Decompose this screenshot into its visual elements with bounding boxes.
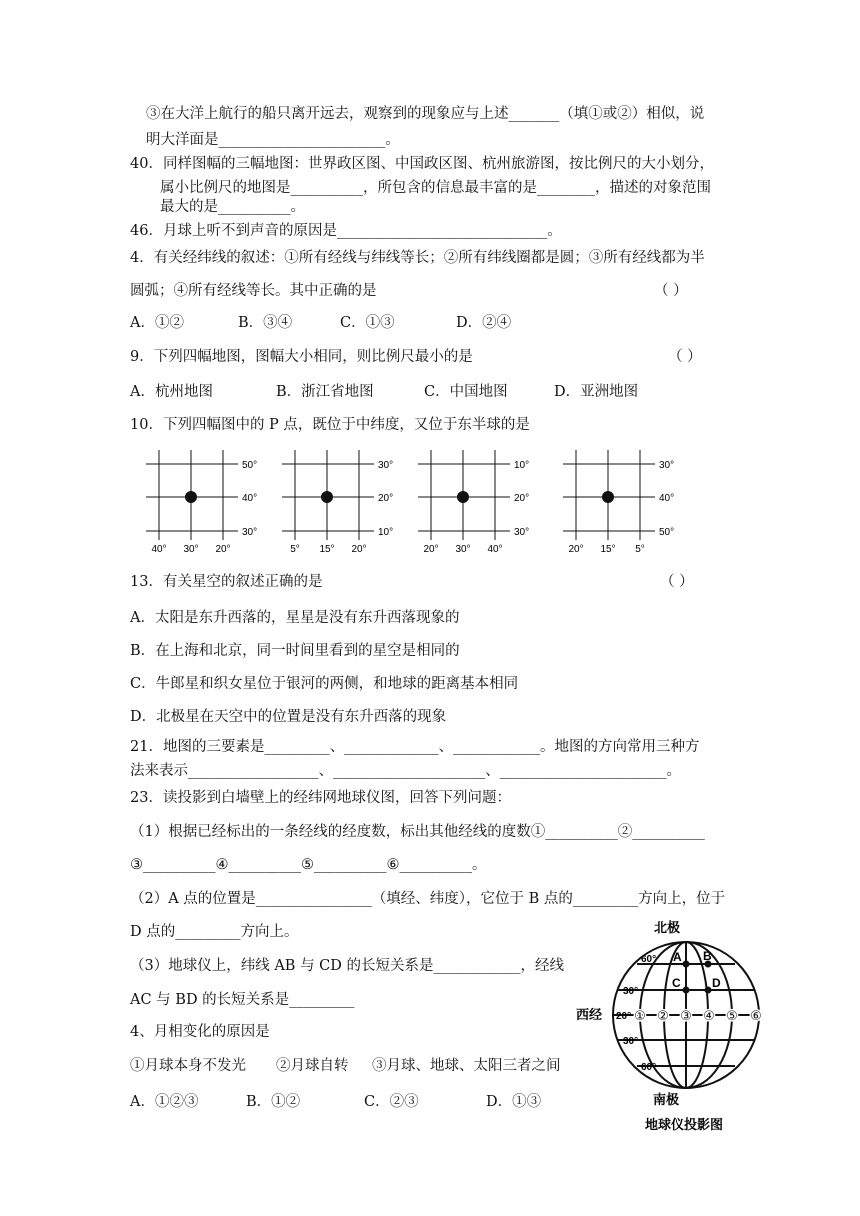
option-d: D．亚洲地图 — [554, 384, 639, 400]
west-longitude-label: 西经 — [576, 1007, 603, 1022]
lon-label: 5° — [635, 544, 645, 555]
lat-label: 60° — [641, 1062, 657, 1073]
meridian-number: ⑤ — [726, 1008, 738, 1023]
lat-label: 30° — [623, 986, 639, 997]
point-label: B — [703, 949, 712, 963]
statement-1: ①月球本身不发光 — [130, 1058, 246, 1074]
lon-label: 30° — [455, 544, 471, 555]
point-label: D — [712, 976, 721, 990]
meridian-number: ① — [634, 1008, 646, 1023]
answer-paren: （ ） — [654, 283, 688, 299]
option-b: B．③④ — [238, 315, 293, 331]
question-9: 9．下列四幅地图，图幅大小相同，则比例尺最小的是 — [130, 349, 473, 365]
question-13: 13．有关星空的叙述正确的是 — [130, 574, 323, 590]
point-d — [705, 987, 712, 994]
text-line: ③在大洋上航行的船只离开远去，观察到的现象应与上述_______（填①或②）相似，说 — [146, 106, 705, 122]
option-a: A．①②③ — [130, 1094, 199, 1110]
lat-label: 30° — [659, 460, 675, 471]
option-c: C．②③ — [364, 1094, 419, 1110]
point-a — [683, 961, 690, 968]
lat-label: 30° — [242, 527, 258, 538]
lat-label: 20° — [378, 493, 394, 504]
meridian-number: ⑥ — [750, 1008, 762, 1023]
point-c — [683, 987, 690, 994]
option-b: B．在上海和北京，同一时间里看到的星空是相同的 — [130, 643, 460, 659]
point-label: C — [672, 976, 681, 990]
lon-label: 20° — [215, 544, 231, 555]
sub-question-1: （1）根据已经标出的一条经线的经度数，标出其他经线的度数①__________②__________ — [130, 824, 705, 840]
lon-label: 40° — [151, 544, 167, 555]
lon-label: 30° — [183, 544, 199, 555]
option-d: D．①③ — [486, 1094, 542, 1110]
answer-paren: （ ） — [660, 574, 694, 590]
lat-label: 10° — [514, 460, 530, 471]
option-d: D．北极星在天空中的位置是没有东升西落的现象 — [130, 709, 447, 725]
statement-2: ②月球自转 — [276, 1058, 349, 1074]
lon-label: 20° — [351, 544, 367, 555]
lat-label: 50° — [242, 460, 258, 471]
globe-projection-figure — [572, 918, 772, 1136]
answer-paren: （ ） — [668, 349, 702, 365]
lon-label: 15° — [600, 544, 616, 555]
lat-label: 40° — [659, 493, 675, 504]
text-line: ③__________④__________⑤__________⑥__________。 — [130, 857, 487, 873]
option-c: C．中国地图 — [424, 384, 508, 400]
option-b: B．①② — [246, 1094, 301, 1110]
question-4: 4．有关经纬线的叙述：①所有经线与纬线等长；②所有纬线圈都是圆；③所有经线都为半 — [130, 250, 705, 266]
text-line: 法来表示__________________、_____________________、_______________________。 — [130, 763, 681, 779]
text-line: AC 与 BD 的长短关系是_________ — [130, 992, 355, 1008]
meridian-number: ④ — [703, 1008, 715, 1023]
lat-label: 20° — [616, 1011, 632, 1022]
lat-label: 10° — [378, 527, 394, 538]
lon-label: 40° — [487, 544, 503, 555]
lat-label: 20° — [514, 493, 530, 504]
text-line: D 点的_________方向上。 — [130, 924, 299, 940]
question-4-moon: 4、月相变化的原因是 — [130, 1024, 270, 1040]
lon-label: 20° — [568, 544, 584, 555]
meridian-number: ③ — [680, 1008, 692, 1023]
option-c: C．牛郎星和织女星位于银河的两侧，和地球的距离基本相同 — [130, 676, 519, 692]
option-d: D．②④ — [456, 315, 512, 331]
figure-caption: 地球仪投影图 — [644, 1117, 724, 1132]
option-c: C．①③ — [340, 315, 395, 331]
point-p — [185, 491, 197, 503]
question-21: 21．地图的三要素是_________、_____________、____________。地图的方向常用三种方 — [130, 739, 700, 755]
question-10: 10．下列四幅图中的 P 点，既位于中纬度，又位于东半球的是 — [130, 417, 530, 433]
option-a: A．①② — [130, 315, 184, 331]
point-p — [602, 491, 614, 503]
meridian-number: ② — [657, 1008, 669, 1023]
text-line: 属小比例尺的地图是__________，所包含的信息最丰富的是________，描述的对象范围 — [160, 180, 711, 196]
question-23: 23．读投影到白墙壁上的经纬网地球仪图，回答下列问题： — [130, 790, 511, 806]
lon-label: 20° — [423, 544, 439, 555]
south-pole-label: 南极 — [652, 1092, 680, 1107]
text-line: 最大的是__________。 — [160, 199, 305, 215]
lat-label: 30° — [514, 527, 530, 538]
lat-label: 30° — [623, 1036, 639, 1047]
point-label: A — [673, 950, 682, 964]
option-a: A．杭州地图 — [130, 384, 213, 400]
lat-label: 60° — [641, 954, 657, 965]
lat-label: 50° — [659, 527, 675, 538]
sub-question-3: （3）地球仪上，纬线 AB 与 CD 的长短关系是____________，经线 — [130, 958, 565, 974]
text-line: 圆弧；④所有经线等长。其中正确的是 — [130, 283, 377, 299]
lat-label: 30° — [378, 460, 394, 471]
point-p — [321, 491, 333, 503]
lat-lon-grids — [0, 444, 860, 564]
text-line: 明大洋面是_______________________。 — [146, 132, 400, 148]
statement-3: ③月球、地球、太阳三者之间 — [372, 1058, 561, 1074]
question-46: 46．月球上听不到声音的原因是_____________________________。 — [130, 223, 562, 239]
lon-label: 5° — [290, 544, 300, 555]
lat-label: 40° — [242, 493, 258, 504]
sub-question-2: （2）A 点的位置是________________（填经、纬度），它位于 B 点的_________方向上，位于 — [130, 891, 726, 907]
option-a: A．太阳是东升西落的，星星是没有东升西落现象的 — [130, 610, 460, 626]
lon-label: 15° — [319, 544, 335, 555]
option-b: B．浙江省地图 — [276, 384, 374, 400]
north-pole-label: 北极 — [653, 920, 681, 935]
question-40: 40．同样图幅的三幅地图：世界政区图、中国政区图、杭州旅游图，按比例尺的大小划分， — [130, 156, 714, 172]
point-p — [457, 491, 469, 503]
